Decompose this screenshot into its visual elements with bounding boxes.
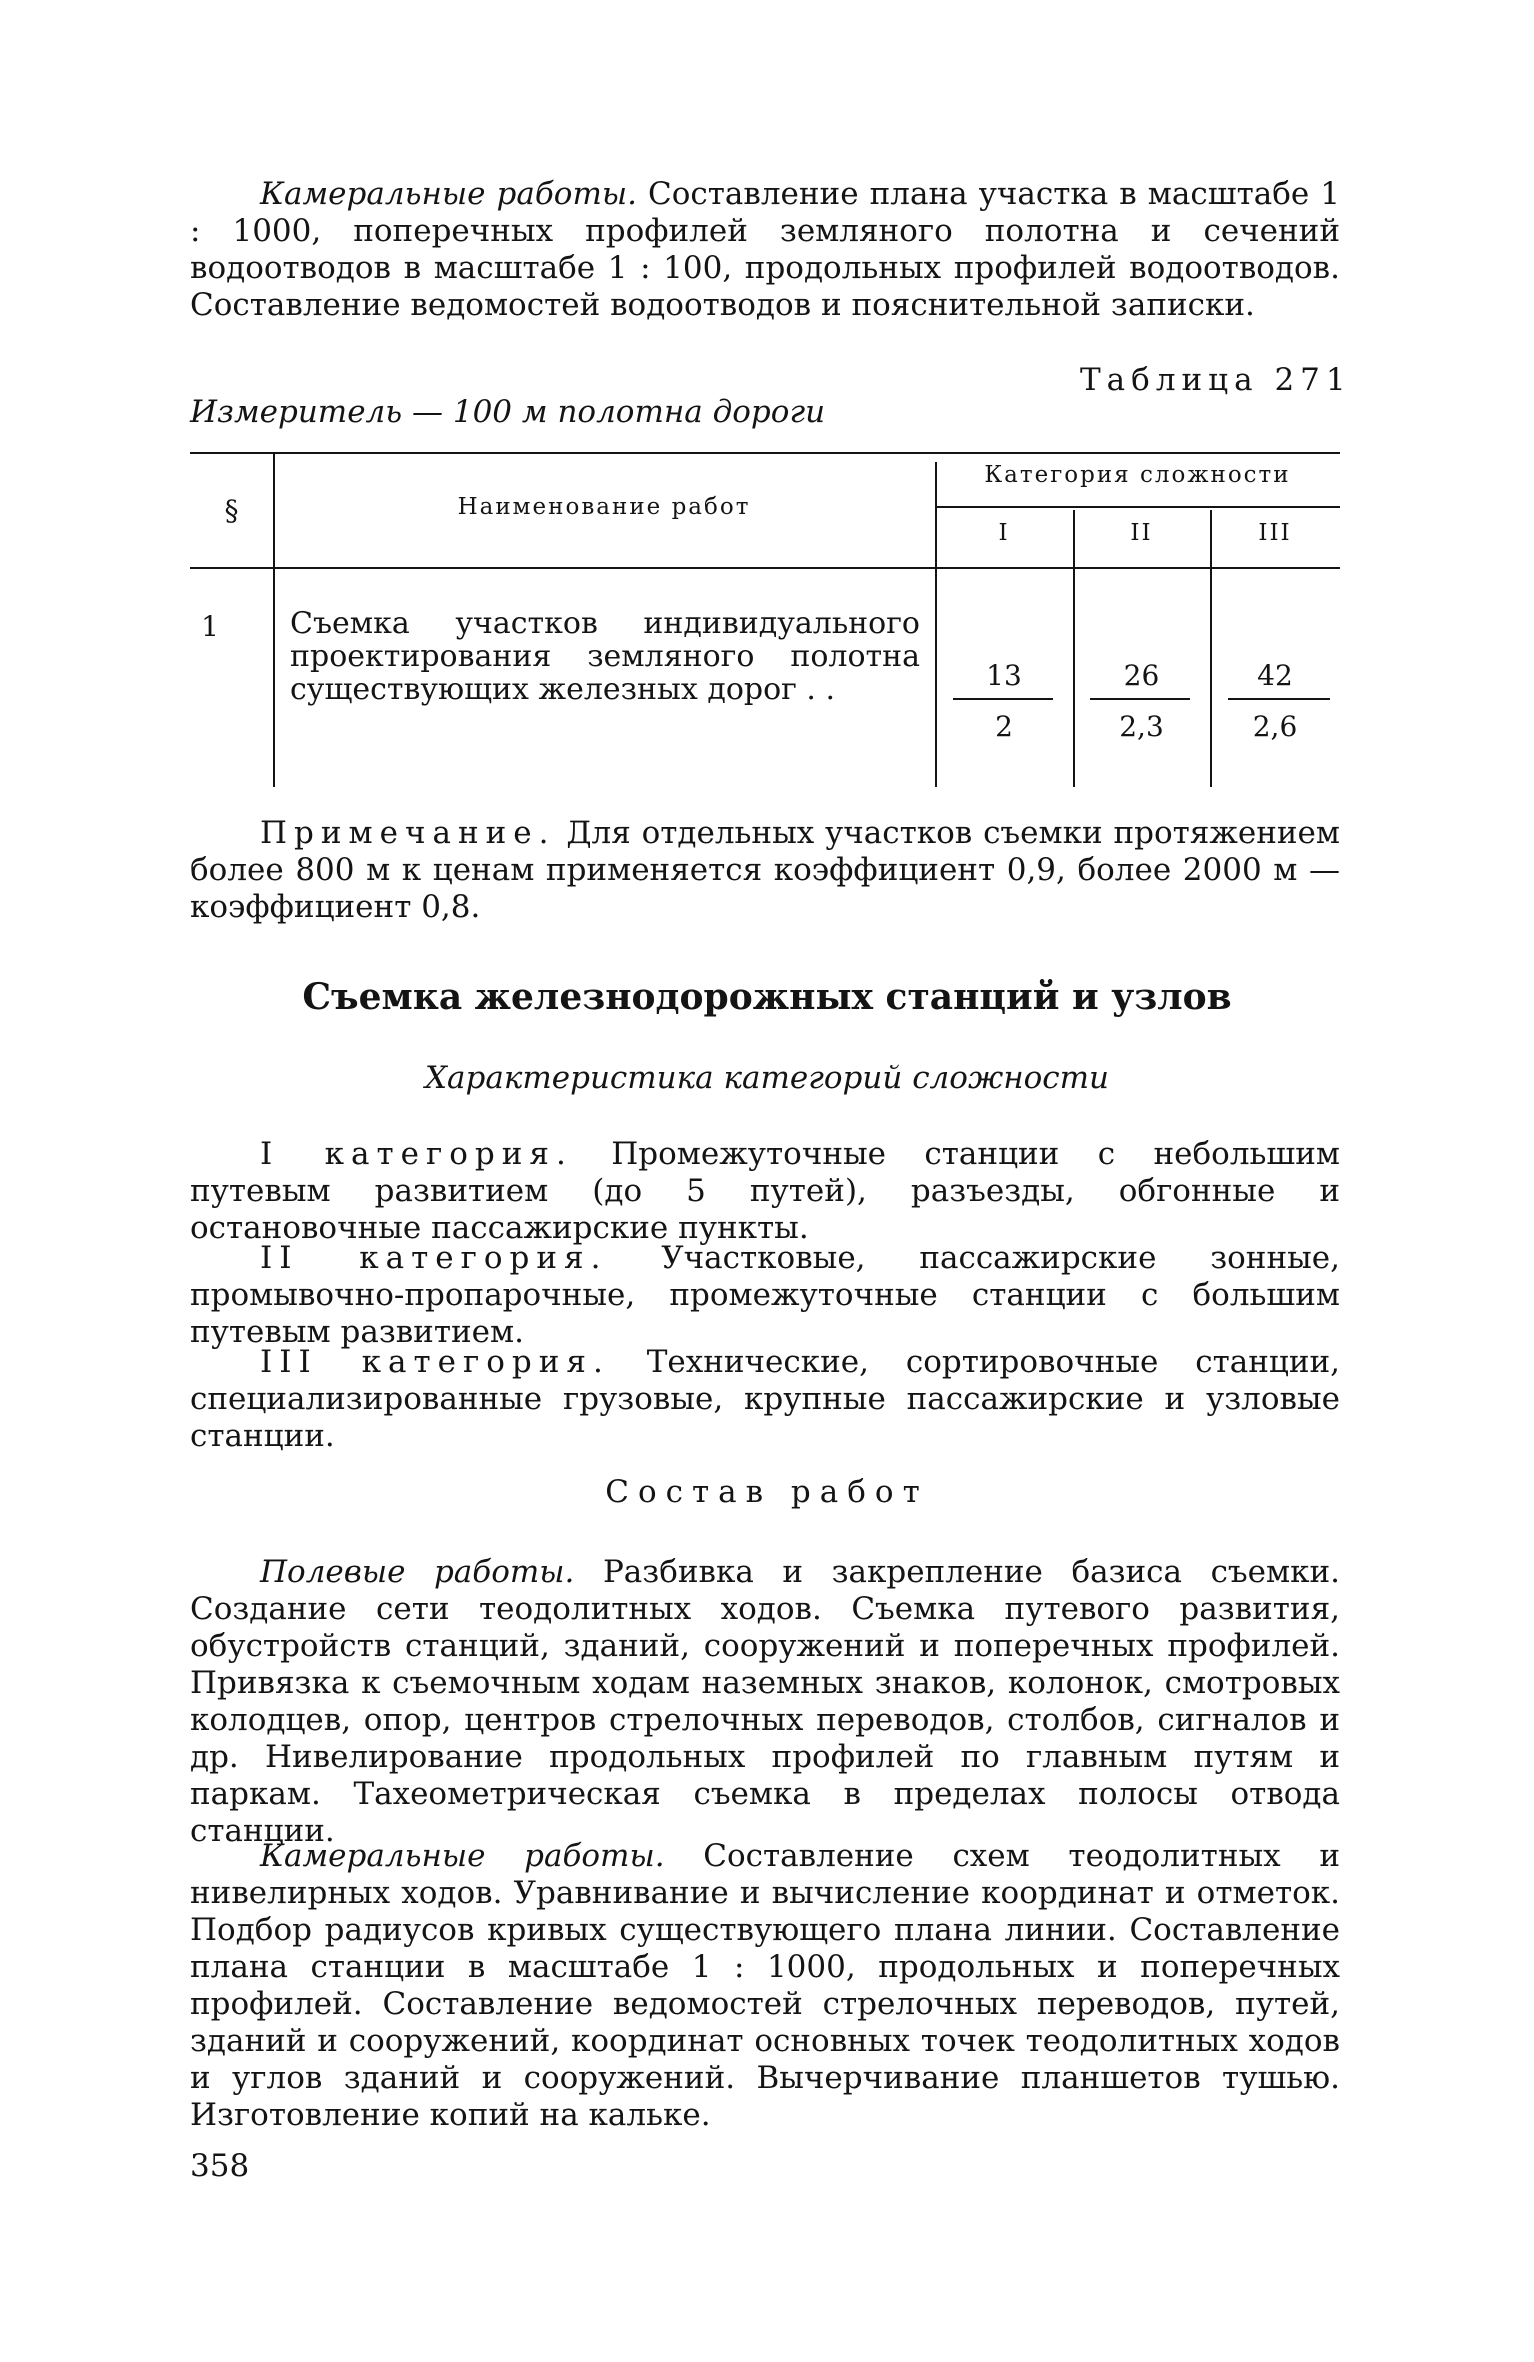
table-header-rule	[190, 567, 1340, 569]
value-cat2-bottom: 2,3	[1119, 710, 1164, 743]
office-works-paragraph	[190, 1838, 1340, 2134]
category-subheader-rule	[935, 506, 1340, 508]
category-1-lead: I категория.	[260, 1136, 573, 1172]
intro-text: Составление плана участка в масштабе 1 : 1000, поперечных профилей земляного полотна и сечений водоотводов в масштабе 1 : 100, продольных профилей водоотводов. Составление ведомостей водоотводов и пояснительной записки.	[190, 176, 1340, 323]
office-works-lead: Камеральные работы.	[260, 1838, 665, 1874]
table-vline-4	[1210, 510, 1212, 787]
fraction-line-3	[1228, 698, 1330, 700]
table-top-rule	[190, 452, 1340, 454]
row-name-line-3: существующих железных дорог . .	[290, 672, 836, 707]
cat-header-1: I	[998, 520, 1010, 546]
row-number: 1	[201, 610, 219, 643]
category-2-lead: II категория.	[260, 1240, 608, 1276]
field-works-lead: Полевые работы.	[260, 1554, 575, 1590]
category-2-text: Участковые, пассажирские зонные, промывочно-пропарочные, промежуточные станции с большим путевым развитием.	[190, 1240, 1340, 1350]
row-name-line-2: проектирования земляного полотна	[290, 639, 920, 674]
category-3-text: Технические, сортировочные станции, специализированные грузовые, крупные пассажирские и узловые станции.	[190, 1344, 1341, 1454]
cat-header-3: III	[1258, 520, 1292, 546]
cat-header-2: II	[1130, 520, 1153, 546]
section-subtitle: Характеристика категорий сложности	[424, 1060, 1109, 1096]
category-3-lead: III категория.	[260, 1344, 610, 1380]
value-cat3-top: 42	[1257, 659, 1293, 692]
fraction-line-1	[953, 698, 1053, 700]
measure-unit: Измеритель — 100 м полотна дороги	[190, 394, 826, 430]
col-name-header: Наименование работ	[457, 494, 751, 520]
work-table	[190, 452, 1340, 787]
composition-title: Состав работ	[605, 1474, 929, 1510]
page-number: 358	[190, 2148, 250, 2184]
value-cat3-bottom: 2,6	[1252, 710, 1298, 743]
value-cat1-top: 13	[986, 659, 1022, 692]
note-lead: Примечание.	[260, 815, 556, 851]
row-name	[290, 607, 920, 706]
value-cat2-top: 26	[1123, 659, 1160, 692]
category-2	[190, 1240, 1340, 1351]
intro-paragraph	[190, 176, 1340, 324]
table-vline-3	[1073, 510, 1075, 787]
table-caption: Таблица 271	[1080, 362, 1352, 398]
field-works-paragraph	[190, 1554, 1340, 1850]
row-name-line-1: Съемка участков индивидуального	[290, 606, 920, 641]
category-3	[190, 1344, 1340, 1455]
field-works-text: Разбивка и закрепление базиса съемки. Создание сети теодолитных ходов. Съемка путевого развития, обустройств станций, зданий, сооружений и поперечных профилей. Привязка к съемочным ходам наземных знаков, колонок, смотровых колодцев, опор, центров стрелочных переводов, столбов, сигналов и др. Нивелирование продольных профилей по главным путям и паркам. Тахеометрическая съемка в пределах полосы отвода станции.	[190, 1554, 1340, 1849]
category-1-text: Промежуточные станции с небольшим путевым развитием (до 5 путей), разъезды, обгонные и остановочные пассажирские пункты.	[190, 1136, 1341, 1246]
col-section-header: §	[224, 494, 239, 527]
col-category-header: Категория сложности	[984, 462, 1291, 488]
note-text: Для отдельных участков съемки протяжением более 800 м к ценам применяется коэффициент 0,9, более 2000 м — коэффициент 0,8.	[190, 815, 1340, 925]
note-paragraph	[190, 815, 1340, 926]
fraction-line-2	[1090, 698, 1190, 700]
section-title: Съемка железнодорожных станций и узлов	[302, 976, 1232, 1018]
category-1	[190, 1136, 1340, 1247]
value-cat1-bottom: 2	[995, 710, 1013, 743]
office-works-text: Составление схем теодолитных и нивелирных ходов. Уравнивание и вычисление координат и отметок. Подбор радиусов кривых существующего плана линии. Составление плана станции в масштабе 1 : 1000, продольных и поперечных профилей. Составление ведомостей стрелочных переводов, путей, зданий и сооружений, координат основных точек теодолитных ходов и углов зданий и сооружений. Вычерчивание планшетов тушью. Изготовление копий на кальке.	[190, 1838, 1340, 2133]
intro-lead: Камеральные работы.	[260, 176, 637, 212]
